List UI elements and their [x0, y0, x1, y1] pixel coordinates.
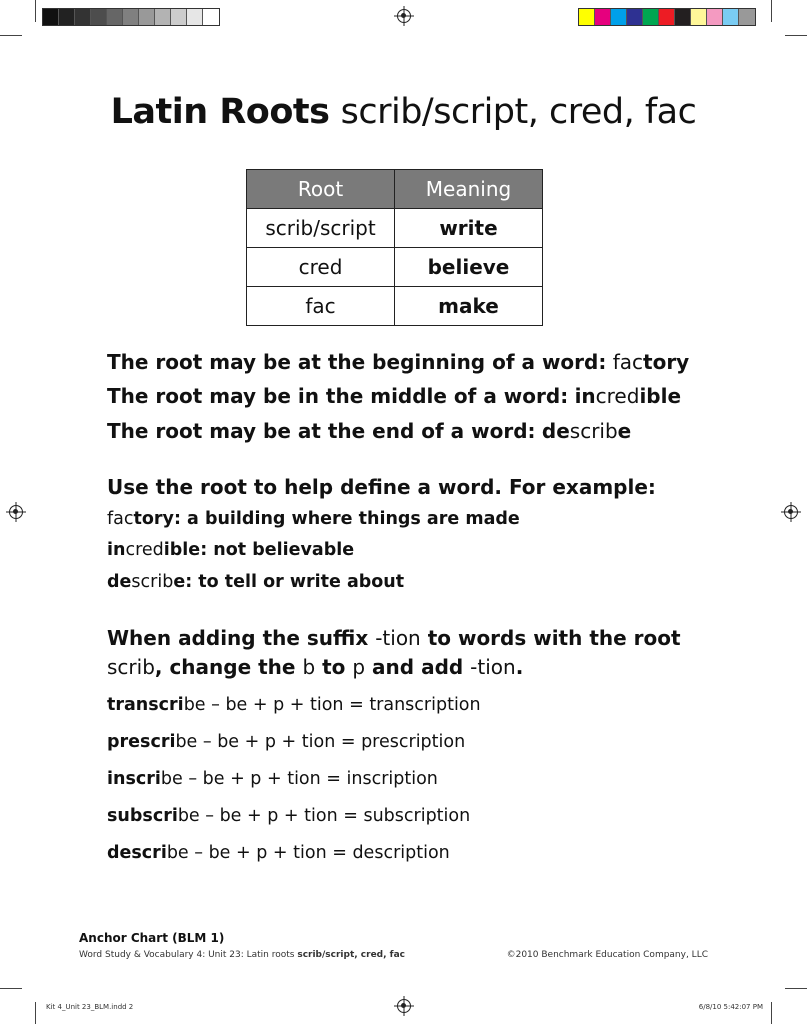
word-part: scrib [569, 419, 618, 443]
equation-result: transcription [369, 695, 481, 715]
color-swatch [659, 9, 675, 25]
slug-timestamp: 6/8/10 5:42:07 PM [698, 1003, 763, 1011]
equation-formula: – be + p + tion = [188, 843, 353, 863]
title-bold: Latin Roots [110, 92, 330, 132]
equation-stem: subscri [107, 806, 178, 826]
word-part: ible [639, 384, 682, 408]
rule-text: scrib [107, 655, 155, 679]
rule-text: p [352, 655, 366, 679]
word-part: e [617, 419, 632, 443]
equation-ending: be [183, 695, 206, 715]
cell-meaning: believe [395, 248, 543, 287]
process-color-bar [578, 8, 756, 26]
equation-line [107, 732, 465, 752]
word-part: fac [107, 509, 134, 529]
footer-subtitle [79, 950, 405, 960]
table-row [247, 248, 543, 287]
equation-result: description [352, 843, 450, 863]
rule-text: -tion [470, 655, 516, 679]
equation-result: inscription [346, 769, 438, 789]
footer-title: Anchor Chart (BLM 1) [79, 931, 225, 945]
color-swatch [43, 9, 59, 25]
word-part: cred [125, 540, 164, 560]
rule-text: When adding the suffix [107, 626, 376, 650]
example-word [575, 384, 681, 408]
word-part: ible [163, 540, 201, 560]
color-swatch [75, 9, 91, 25]
equation-ending: be [166, 843, 189, 863]
define-example [107, 509, 520, 529]
equation-line [107, 695, 481, 715]
position-line-end [107, 419, 631, 443]
rule-text: -tion [375, 626, 421, 650]
equation-result: subscription [363, 806, 471, 826]
suffix-rule-line-2 [107, 655, 523, 679]
word-part: in [107, 540, 126, 560]
color-swatch [203, 9, 219, 25]
equation-formula: – be + p + tion = [199, 806, 364, 826]
crop-mark [0, 988, 22, 989]
color-swatch [579, 9, 595, 25]
crop-mark [771, 0, 772, 22]
table-row [247, 209, 543, 248]
example-word [542, 419, 631, 443]
color-swatch [643, 9, 659, 25]
table-row [247, 287, 543, 326]
position-label: The root may be in the middle of a word: [107, 384, 569, 408]
table-header-row [247, 170, 543, 209]
crop-mark [785, 35, 807, 36]
color-swatch [107, 9, 123, 25]
cell-meaning: write [395, 209, 543, 248]
registration-mark-left-icon [9, 505, 23, 519]
equation-result: prescription [361, 732, 466, 752]
definition: : a building where things are made [173, 509, 520, 529]
cell-meaning: make [395, 287, 543, 326]
title-roots: scrib/script, cred, fac [340, 92, 697, 132]
word-part: fac [612, 350, 644, 374]
equation-line [107, 843, 450, 863]
word-part: tory [133, 509, 174, 529]
rule-text: . [515, 655, 524, 679]
rule-text: b [302, 655, 316, 679]
crop-mark [35, 0, 36, 22]
rule-text: and add [365, 655, 471, 679]
color-swatch [691, 9, 707, 25]
equation-formula: – be + p + tion = [182, 769, 347, 789]
cell-root: cred [247, 248, 395, 287]
color-swatch [611, 9, 627, 25]
color-swatch [171, 9, 187, 25]
equation-line [107, 806, 470, 826]
define-example [107, 540, 354, 560]
word-part: de [107, 572, 132, 592]
equation-stem: descri [107, 843, 167, 863]
definition: : to tell or write about [185, 572, 405, 592]
equation-formula: – be + p + tion = [197, 732, 362, 752]
color-swatch [155, 9, 171, 25]
color-swatch [739, 9, 755, 25]
footer-subtitle-bold: scrib/script, cred, fac [297, 950, 405, 960]
position-label: The root may be at the end of a word: [107, 419, 536, 443]
word-part: tory [643, 350, 690, 374]
registration-mark-bottom-icon [397, 999, 411, 1013]
slug-filename: Kit 4_Unit 23_BLM.indd 2 [46, 1003, 134, 1011]
equation-formula: – be + p + tion = [205, 695, 370, 715]
suffix-rule-line-1 [107, 626, 681, 650]
header-root: Root [247, 170, 395, 209]
define-heading: Use the root to help define a word. For example: [107, 475, 656, 499]
color-swatch [595, 9, 611, 25]
word-part: cred [595, 384, 640, 408]
equation-ending: be [177, 806, 200, 826]
crop-mark [785, 988, 807, 989]
rule-text: to words with the root [420, 626, 681, 650]
equation-line [107, 769, 438, 789]
word-part: e [173, 572, 186, 592]
crop-mark [771, 1002, 772, 1024]
cell-root: fac [247, 287, 395, 326]
color-swatch [59, 9, 75, 25]
definition: : not believable [200, 540, 355, 560]
equation-stem: transcri [107, 695, 184, 715]
crop-mark [35, 1002, 36, 1024]
define-example [107, 572, 404, 592]
position-line-middle [107, 384, 681, 408]
registration-mark-right-icon [784, 505, 798, 519]
color-swatch [627, 9, 643, 25]
word-part: de [541, 419, 570, 443]
color-swatch [187, 9, 203, 25]
cell-root: scrib/script [247, 209, 395, 248]
word-part: scrib [131, 572, 174, 592]
registration-mark-top-icon [397, 9, 411, 23]
crop-mark [0, 35, 22, 36]
position-line-beginning [107, 350, 689, 374]
color-swatch [707, 9, 723, 25]
roots-table [246, 169, 543, 326]
color-swatch [123, 9, 139, 25]
equation-stem: inscri [107, 769, 161, 789]
equation-stem: prescri [107, 732, 176, 752]
position-label: The root may be at the beginning of a word: [107, 350, 607, 374]
color-swatch [139, 9, 155, 25]
footer-subtitle-plain: Word Study & Vocabulary 4: Unit 23: Latin roots [79, 950, 298, 960]
rule-text: , change the [154, 655, 303, 679]
rule-text: to [315, 655, 353, 679]
color-swatch [91, 9, 107, 25]
color-swatch [723, 9, 739, 25]
equation-ending: be [160, 769, 183, 789]
footer-copyright: ©2010 Benchmark Education Company, LLC [506, 950, 708, 960]
equation-ending: be [175, 732, 198, 752]
color-swatch [675, 9, 691, 25]
page-title [0, 92, 807, 132]
header-meaning: Meaning [395, 170, 543, 209]
example-word [613, 350, 690, 374]
gray-color-bar [42, 8, 220, 26]
word-part: in [574, 384, 596, 408]
